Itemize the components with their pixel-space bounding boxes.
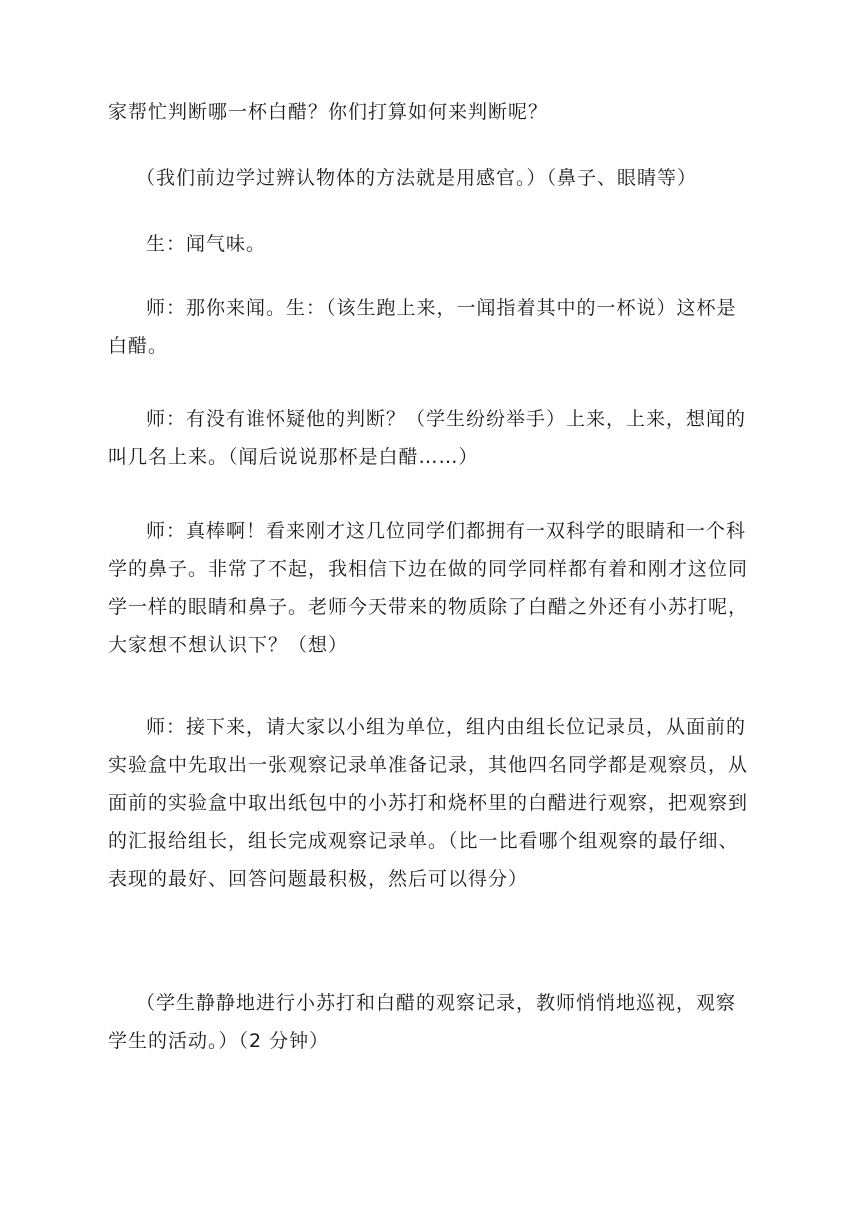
text-line: 学生的活动。）（2 分钟）	[108, 1030, 330, 1052]
text-line: 面前的实验盒中取出纸包中的小苏打和烧杯里的白醋进行观察，把观察到	[108, 792, 749, 814]
text-line: 师：接下来，请大家以小组为单位，组内由组长位记录员，从面前的	[146, 716, 747, 738]
text-line: 实验盒中先取出一张观察记录单准备记录，其他四名同学都是观察员，从	[108, 754, 749, 776]
paragraph-3	[108, 225, 758, 263]
text-line: 师：真棒啊！看来刚才这几位同学们都拥有一双科学的眼睛和一个科	[146, 520, 747, 542]
text-line: 师：那你来闻。生：（该生跑上来，一闻指着其中的一杯说）这杯是	[146, 297, 737, 319]
text-line: 学的鼻子。非常了不起，我相信下边在做的同学同样都有着和刚才这位同	[108, 558, 749, 580]
text-line: （我们前边学过辨认物体的方法就是用感官。）（鼻子、眼睛等）	[136, 167, 698, 189]
paragraph-5	[108, 400, 758, 476]
text-line: 叫几名上来。（闻后说说那杯是白醋……）	[108, 446, 479, 468]
paragraph-8	[108, 984, 758, 1060]
text-line: 大家想不想认识下？（想）	[108, 634, 349, 656]
paragraph-6	[108, 512, 758, 664]
text-line: 表现的最好、回答问题最积极，然后可以得分）	[108, 868, 529, 890]
text-line: （学生静静地进行小苏打和白醋的观察记录，教师悄悄地巡视，观察	[136, 992, 737, 1014]
paragraph-7	[108, 708, 758, 898]
paragraph-4	[108, 289, 758, 365]
text-line: 白醋。	[108, 335, 169, 357]
text-line: 的汇报给组长，组长完成观察记录单。（比一比看哪个组观察的最仔细、	[108, 830, 739, 852]
text-line: 生：闻气味。	[146, 233, 267, 255]
paragraph-1	[108, 93, 758, 131]
text-line: 学一样的眼睛和鼻子。老师今天带来的物质除了白醋之外还有小苏打呢，	[108, 596, 749, 618]
paragraph-2	[108, 159, 758, 197]
text-line: 家帮忙判断哪一杯白醋？你们打算如何来判断呢？	[108, 101, 549, 123]
text-line: 师：有没有谁怀疑他的判断？（学生纷纷举手）上来，上来，想闻的	[146, 408, 747, 430]
